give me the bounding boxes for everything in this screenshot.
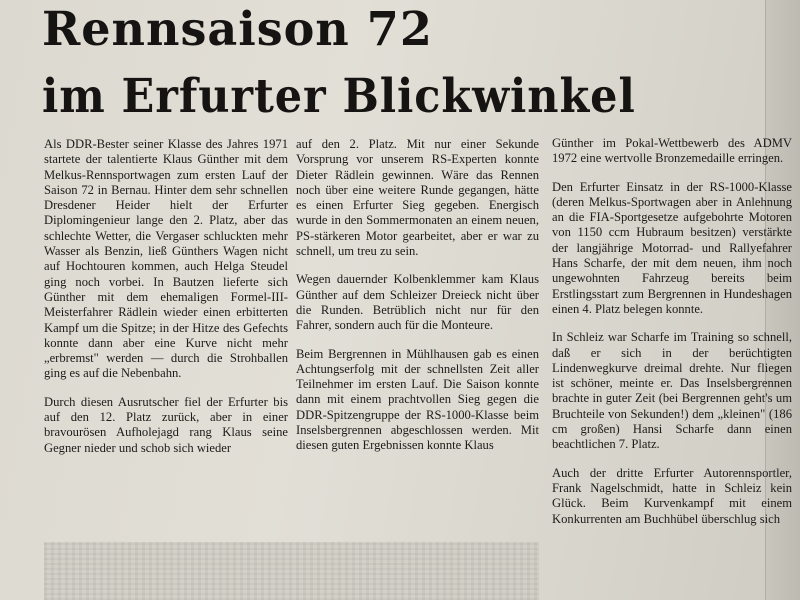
paragraph: Beim Bergrennen in Mühlhausen gab es einen Achtungserfolg mit der schnellsten Zeit aller Teilnehmer im ersten Lauf. Die Saison konnte dann mit einem prachtvollen Sieg gegen die DDR-Spitzengruppe der RS-1000-Klasse beim Inselsbergrennen abgeschlossen werden. Mit diesen guten Ergebnissen konnte Klaus xyxy=(296,346,539,453)
headline-line-2: im Erfurter Blickwinkel xyxy=(42,69,636,124)
photo-grain xyxy=(44,542,539,600)
paragraph: Durch diesen Ausrutscher fiel der Erfurter bis auf den 12. Platz zurück, aber in einer bravourösen Aufholejagd rang Klaus seine Gegner nieder und schob sich wieder xyxy=(44,394,288,455)
paragraph: Auch der dritte Erfurter Autorennsportler, Frank Nagelschmidt, hatte in Schleiz kein Glück. Beim Kurvenkampf mit einem Konkurrenten am Buchhübel überschlug sich xyxy=(552,465,792,526)
article-column-2 xyxy=(296,137,539,467)
paragraph: Günther im Pokal-Wettbewerb des ADMV 1972 eine wertvolle Bronzemedaille erringen. xyxy=(552,136,792,166)
photo-fragment xyxy=(44,542,539,600)
paragraph: Wegen dauernder Kolbenklemmer kam Klaus Günther auf dem Schleizer Dreieck nicht über die Runden. Betrüblich nicht nur für den Fahrer, sondern auch für die Monteure. xyxy=(296,272,539,333)
paragraph: Als DDR-Bester seiner Klasse des Jahres 1971 startete der talentierte Klaus Günther mit dem Melkus-Rennsportwagen zum ersten Lauf der Saison 72 in Bernau. Hinter dem sehr schnellen Dresdener Heider hielt der Erfurter Diplomingenieur lange den 2. Platz, aber das schlechte Wetter, die Vergaser schluckten mehr Wasser als Benzin, ließ Günthers Wagen nicht auf Hochtouren kommen, auch Helga Steudel ging noch vorbei. In Bautzen lieferte sich Günther mit dem ehemaligen Formel-III-Meisterfahrer Rädlein wieder einen erbitterten Kampf um die Spitze; in der Hitze des Gefechts konnte dann aber eine Kurve nicht mehr „erbremst" werden — durch die Strohballen ging es auf die Nebenbahn. xyxy=(44,137,288,381)
article-column-3 xyxy=(552,136,792,540)
paragraph: Den Erfurter Einsatz in der RS-1000-Klasse (deren Melkus-Sportwagen aber in Anlehnung an die FIA-Sportgesetze aufgebohrte Motoren von 1150 ccm Hubraum besitzen) verstärkte der langjährige Motorrad- und Rallyefahrer Hans Scharfe, der mit dem neuen, ihm noch ungewohnten Fahrzeug bereits beim Erstlingsstart zum Bergrennen in Hundeshagen einen 4. Platz belegen konnte. xyxy=(552,179,792,316)
headline-line-1: Rennsaison 72 xyxy=(42,2,433,57)
paragraph: In Schleiz war Scharfe im Training so schnell, daß er sich in der berüchtigten Lindenwegkurve dreimal drehte. Nur fliegen ist schöner, meinte er. Das Inselsbergrennen brachte in guter Zeit (bei Bergrennen geht's um Bruchteile von Sekunden!) dem „kleinen" (186 cm großen) Hansi Scharfe dann einen beachtlichen 7. Platz. xyxy=(552,330,792,452)
paragraph: auf den 2. Platz. Mit nur einer Sekunde Vorsprung vor unserem RS-Experten konnte Dieter Rädlein gewinnen. Wäre das Rennen noch über eine weitere Runde gegangen, hätte es einen Erfurter Sieg gegeben. Energisch wurde in den Sommermonaten an einem neuen, PS-stärkeren Motor gearbeitet, aber er war zu schnell, um treu zu sein. xyxy=(296,137,539,259)
article-column-1 xyxy=(44,137,288,469)
